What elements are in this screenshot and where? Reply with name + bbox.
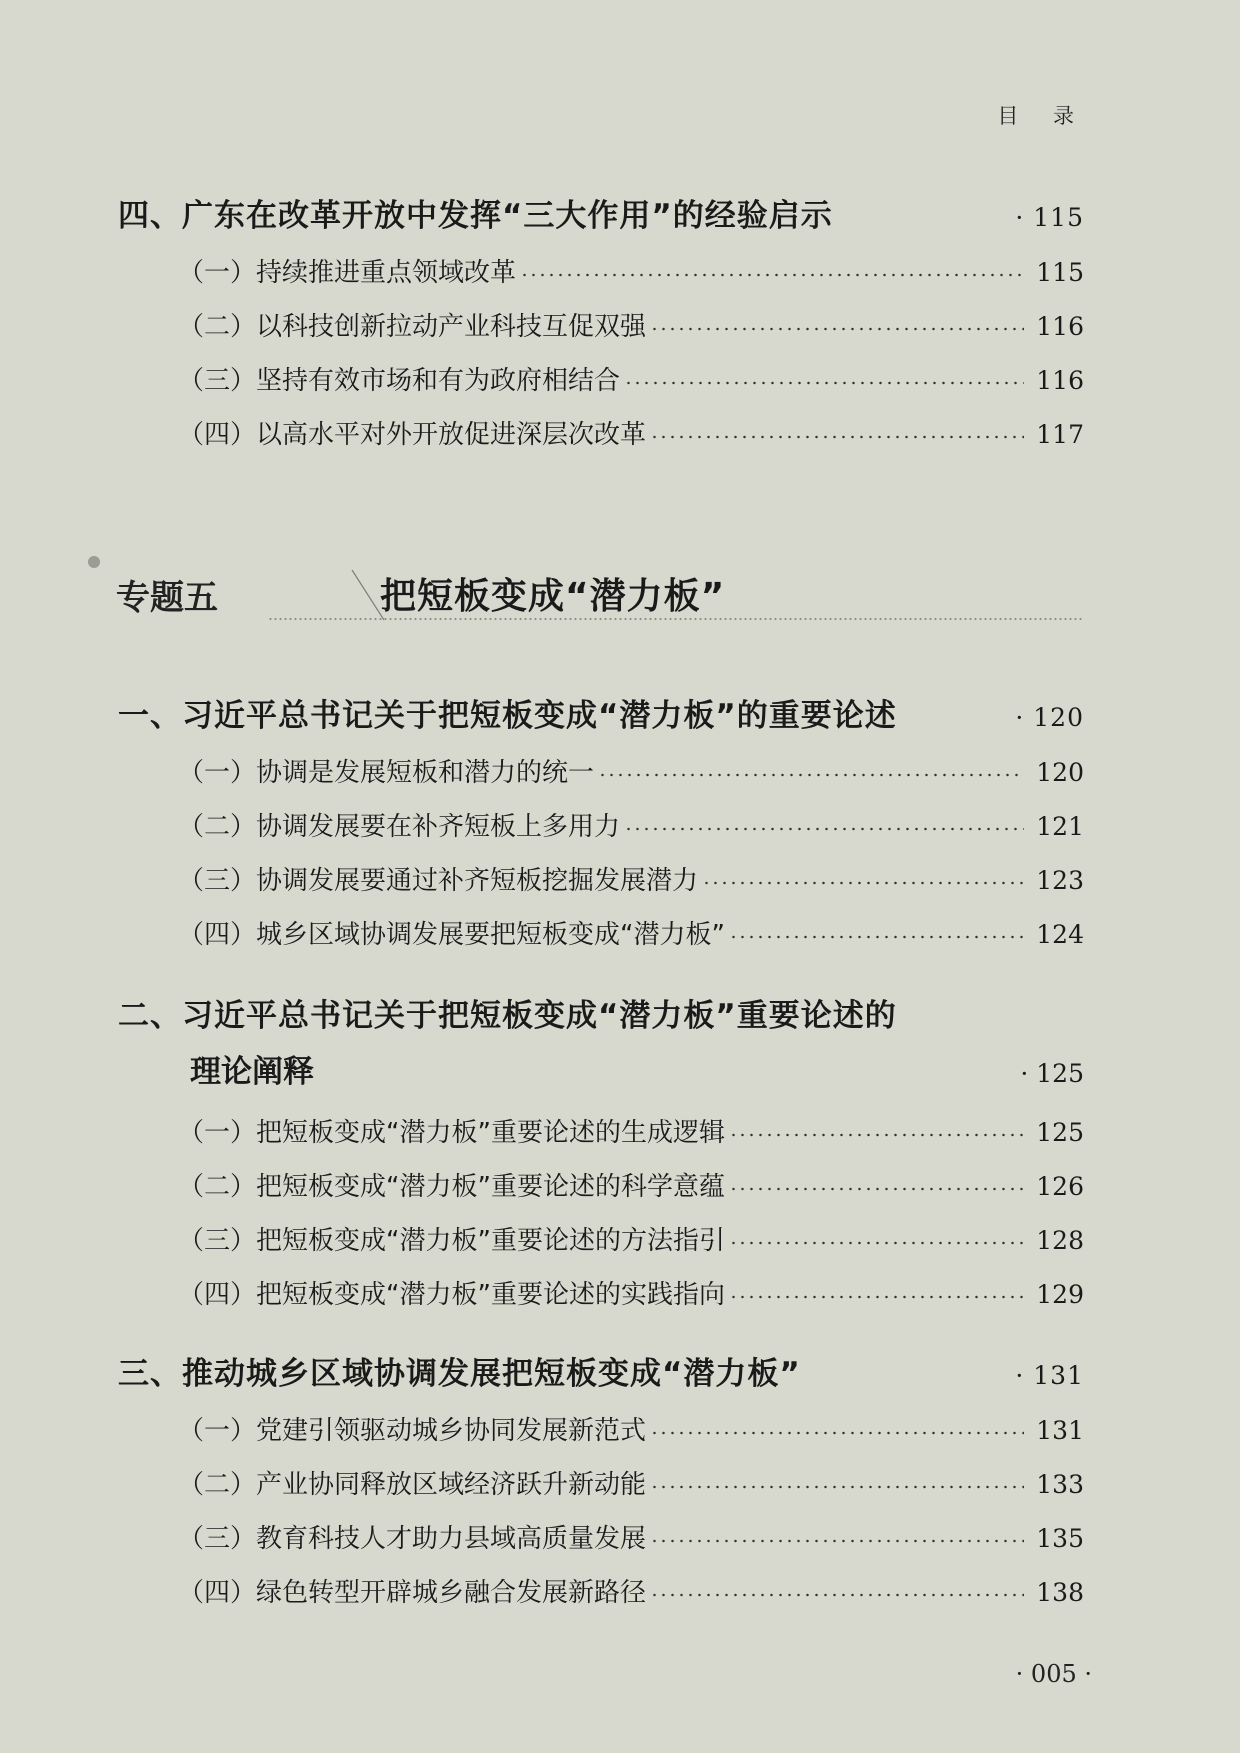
page-number: 126 [1036, 1172, 1084, 1201]
dot-leader [650, 1539, 1024, 1543]
toc-section-heading[interactable] [118, 990, 1084, 1035]
toc-entry[interactable] [178, 414, 1084, 451]
entry-title: （四）绿色转型开辟城乡融合发展新路径 [178, 1578, 647, 1608]
section-title: 四、广东在改革开放中发挥“三大作用”的经验启示 [118, 198, 833, 234]
entry-title: （四）以高水平对外开放促进深层次改革 [178, 420, 647, 450]
dot-leader [520, 273, 1024, 277]
entry-title: （一）把短板变成“潜力板”重要论述的生成逻辑 [178, 1118, 725, 1148]
entry-title: （二）把短板变成“潜力板”重要论述的科学意蕴 [178, 1172, 725, 1202]
toc-entry[interactable] [178, 1274, 1084, 1311]
dot-leader [650, 327, 1024, 331]
dot-leader [598, 773, 1024, 777]
toc-entry[interactable] [178, 1572, 1084, 1609]
page-number: 138 [1036, 1578, 1084, 1607]
entry-title: （三）协调发展要通过补齐短板挖掘发展潜力 [178, 866, 699, 896]
toc-section-heading[interactable] [118, 690, 1084, 735]
page-number: · 120 [1015, 703, 1084, 732]
page-number: 128 [1036, 1226, 1084, 1255]
footer-page-number: · 005 · [1015, 1660, 1092, 1688]
toc-entry[interactable] [178, 1220, 1084, 1257]
toc-entry[interactable] [178, 360, 1084, 397]
dot-leader [650, 1485, 1024, 1489]
page-number: · 125 [1020, 1059, 1084, 1088]
toc-entry[interactable] [178, 1464, 1084, 1501]
page-number: 115 [1036, 258, 1084, 287]
page-number: 123 [1036, 866, 1084, 895]
entry-title: （四）城乡区域协调发展要把短板变成“潜力板” [178, 920, 725, 950]
page-number: · 115 [1015, 203, 1084, 232]
toc-section-heading[interactable] [118, 190, 1084, 235]
toc-entry[interactable] [178, 252, 1084, 289]
toc-entry[interactable] [178, 1166, 1084, 1203]
entry-title: （三）教育科技人才助力县域高质量发展 [178, 1524, 647, 1554]
page-number: 120 [1036, 758, 1084, 787]
dot-leader [729, 1295, 1024, 1299]
dot-leader [650, 1431, 1024, 1435]
entry-title: （二）以科技创新拉动产业科技互促双强 [178, 312, 647, 342]
page-number: 116 [1036, 312, 1084, 341]
entry-title: （三）把短板变成“潜力板”重要论述的方法指引 [178, 1226, 725, 1256]
toc-section-heading-continued[interactable] [190, 1046, 1084, 1091]
entry-title: （三）坚持有效市场和有为政府相结合 [178, 366, 621, 396]
section-title: 一、习近平总书记关于把短板变成“潜力板”的重要论述 [118, 698, 897, 734]
toc-entry[interactable] [178, 914, 1084, 951]
dot-leader [729, 1241, 1024, 1245]
section-title: 二、习近平总书记关于把短板变成“潜力板”重要论述的 [118, 998, 897, 1034]
running-head: 目 录 [997, 104, 1088, 128]
page-number: 124 [1036, 920, 1084, 949]
page-number: 135 [1036, 1524, 1084, 1553]
toc-entry[interactable] [178, 1410, 1084, 1447]
page-number: 131 [1036, 1416, 1084, 1445]
bullet-dot-icon [88, 556, 100, 568]
page-number: 116 [1036, 366, 1084, 395]
toc-entry[interactable] [178, 806, 1084, 843]
page-number: 125 [1036, 1118, 1084, 1147]
entry-title: （一）持续推进重点领域改革 [178, 258, 517, 288]
dotted-rule [268, 618, 1084, 620]
dot-leader [729, 1187, 1024, 1191]
toc-section-heading[interactable] [118, 1348, 1084, 1393]
toc-entry[interactable] [178, 860, 1084, 897]
dot-leader [729, 1133, 1024, 1137]
entry-title: （四）把短板变成“潜力板”重要论述的实践指向 [178, 1280, 725, 1310]
dot-leader [650, 435, 1024, 439]
dot-leader [624, 381, 1024, 385]
dot-leader [650, 1593, 1024, 1597]
section-title-continued: 理论阐释 [190, 1054, 314, 1090]
topic-heading[interactable] [88, 556, 1084, 626]
dot-leader [624, 827, 1024, 831]
page-number: 129 [1036, 1280, 1084, 1309]
topic-title: 把短板变成“潜力板” [380, 576, 726, 617]
topic-label: 专题五 [116, 578, 218, 618]
entry-title: （二）协调发展要在补齐短板上多用力 [178, 812, 621, 842]
page-number: 121 [1036, 812, 1084, 841]
section-title: 三、推动城乡区域协调发展把短板变成“潜力板” [118, 1356, 801, 1392]
page-number: · 131 [1015, 1361, 1084, 1390]
entry-title: （二）产业协同释放区域经济跃升新动能 [178, 1470, 647, 1500]
entry-title: （一）协调是发展短板和潜力的统一 [178, 758, 595, 788]
toc-entry[interactable] [178, 1112, 1084, 1149]
entry-title: （一）党建引领驱动城乡协同发展新范式 [178, 1416, 647, 1446]
page-number: 133 [1036, 1470, 1084, 1499]
page-number: 117 [1036, 420, 1084, 449]
dot-leader [729, 935, 1024, 939]
toc-entry[interactable] [178, 1518, 1084, 1555]
dot-leader [702, 881, 1024, 885]
toc-entry[interactable] [178, 306, 1084, 343]
toc-entry[interactable] [178, 752, 1084, 789]
